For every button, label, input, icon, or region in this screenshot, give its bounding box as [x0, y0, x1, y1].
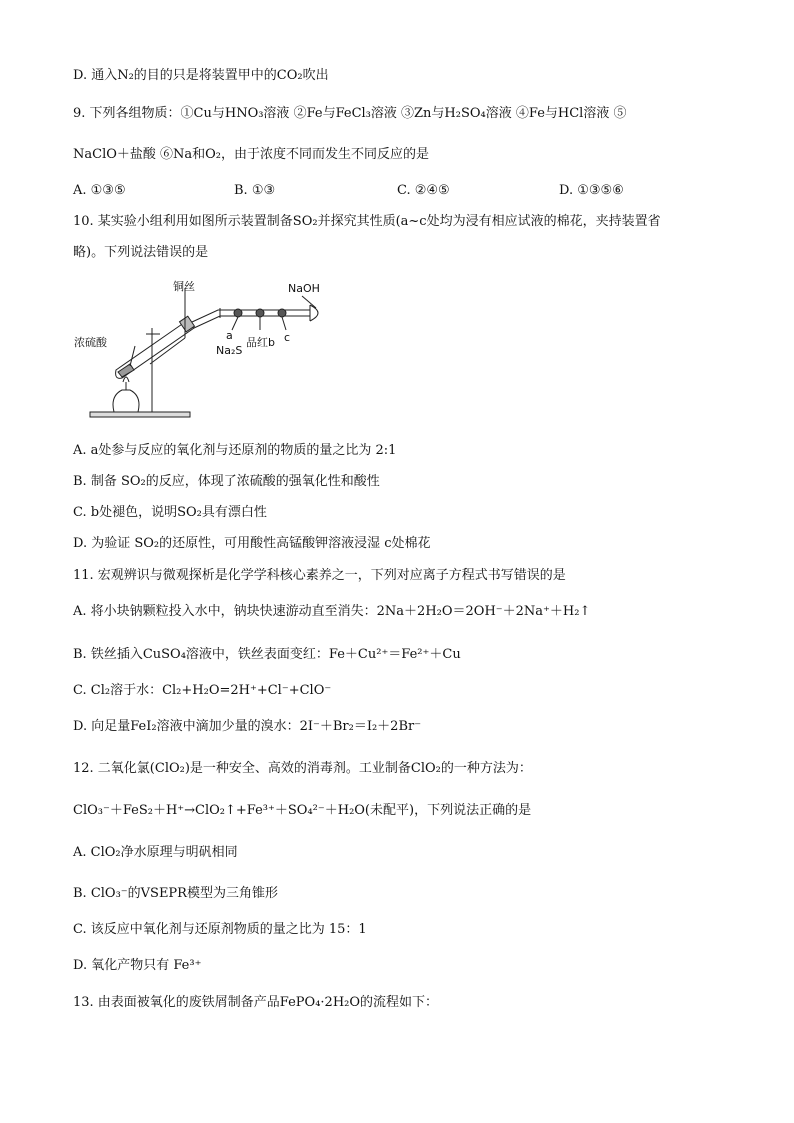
q10-option-b: B. 制备 SO₂的反应，体现了浓硫酸的强氧化性和酸性	[73, 474, 380, 489]
q8-option-d: D. 通入N₂的目的只是将装置甲中的CO₂吹出	[73, 68, 329, 83]
q9-option-b: B. ①③	[234, 183, 276, 198]
q10-option-d: D. 为验证 SO₂的还原性，可用酸性高锰酸钾溶液浸湿 c处棉花	[73, 536, 431, 551]
q9-stem-line2: NaClO＋盐酸 ⑥Na和O₂，由于浓度不同而发生不同反应的是	[73, 147, 430, 162]
q12-stem-line2: ClO₃⁻＋FeS₂＋H⁺→ClO₂↑+Fe³⁺＋SO₄²⁻＋H₂O(未配平)，下列说法正确的是	[73, 803, 532, 818]
q12-stem-line1: 12. 二氧化氯(ClO₂)是一种安全、高效的消毒剂。工业制备ClO₂的一种方法为：	[73, 761, 532, 776]
q11-option-d: D. 向足量FeI₂溶液中滴加少量的溴水：2I⁻＋Br₂＝I₂＋2Br⁻	[73, 719, 422, 734]
q13-stem: 13. 由表面被氧化的废铁屑制备产品FePO₄·2H₂O的流程如下：	[73, 995, 439, 1010]
q12-option-d: D. 氧化产物只有 Fe³⁺	[73, 958, 202, 973]
label-b: 品红b	[246, 336, 275, 349]
q9-option-c: C. ②④⑤	[397, 183, 450, 198]
label-copper-wire: 铜丝	[173, 280, 195, 293]
label-na2s: Na₂S	[216, 344, 243, 357]
q10-option-a: A. a处参与反应的氧化剂与还原剂的物质的量之比为 2:1	[73, 443, 397, 458]
q10-stem-line2: 略)。下列说法错误的是	[73, 245, 209, 260]
q11-option-a: A. 将小块钠颗粒投入水中，钠块快速游动直至消失：2Na＋2H₂O＝2OH⁻＋2Na⁺＋H₂↑	[73, 604, 591, 619]
label-c: c	[284, 331, 291, 344]
label-conc-sulfuric-acid: 浓硫酸	[74, 336, 107, 349]
q12-option-c: C. 该反应中氧化剂与还原剂物质的量之比为 15：1	[73, 922, 367, 937]
q11-option-c: C. Cl₂溶于水：Cl₂+H₂O=2H⁺+Cl⁻+ClO⁻	[73, 683, 332, 698]
q10-option-c: C. b处褪色，说明SO₂具有漂白性	[73, 505, 267, 520]
q11-stem: 11. 宏观辨识与微观探析是化学学科核心素养之一，下列对应离子方程式书写错误的是	[73, 568, 566, 583]
q9-option-d: D. ①③⑤⑥	[559, 183, 624, 198]
label-naoh: NaOH	[288, 282, 320, 295]
q11-option-b: B. 铁丝插入CuSO₄溶液中，铁丝表面变红：Fe＋Cu²⁺＝Fe²⁺＋Cu	[73, 647, 461, 662]
q12-option-b: B. ClO₃⁻的VSEPR模型为三角锥形	[73, 886, 278, 901]
label-a: a	[226, 329, 233, 342]
q10-stem-line1: 10. 某实验小组利用如图所示装置制备SO₂并探究其性质(a~c处均为浸有相应试液的棉花，夹持装置省	[73, 214, 661, 229]
q12-option-a: A. ClO₂净水原理与明矾相同	[73, 845, 238, 860]
so2-apparatus-diagram	[70, 278, 335, 423]
q9-stem-line1: 9. 下列各组物质：①Cu与HNO₃溶液 ②Fe与FeCl₃溶液 ③Zn与H₂SO₄溶液 ④Fe与HCl溶液 ⑤	[73, 106, 627, 121]
q9-option-a: A. ①③⑤	[73, 183, 126, 198]
